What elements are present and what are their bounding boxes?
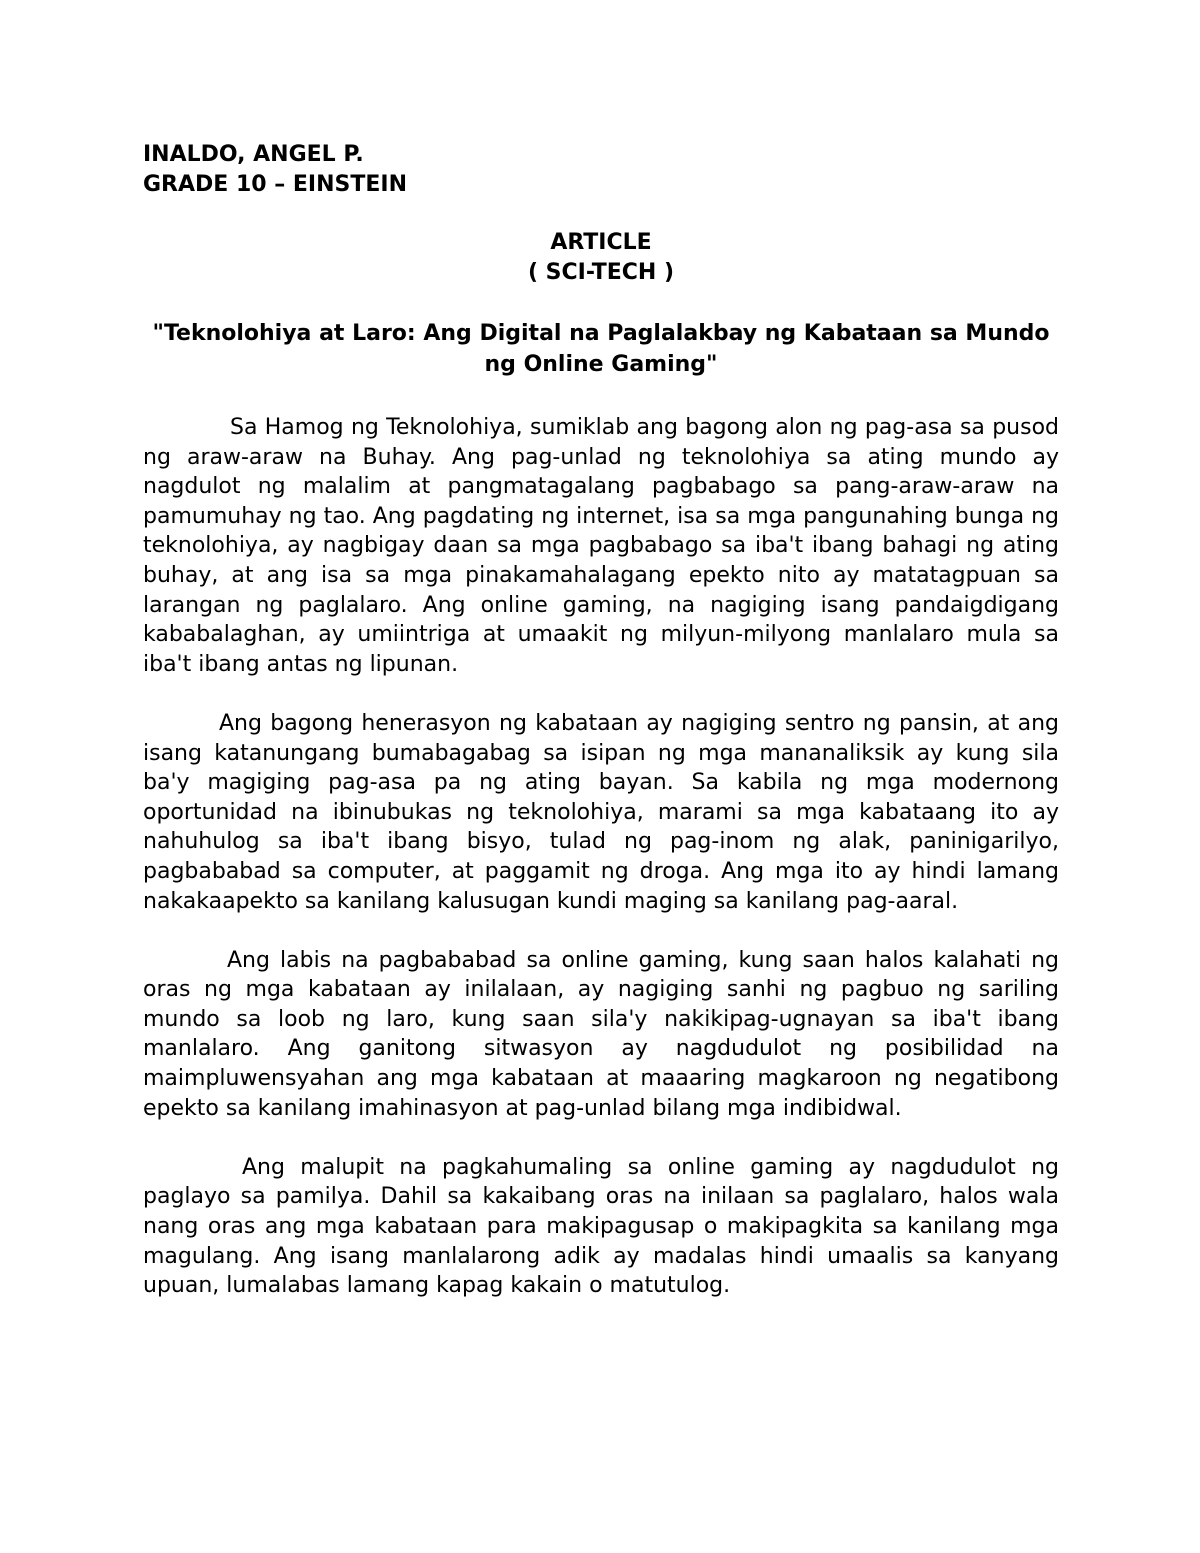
document-page bbox=[143, 140, 1059, 1301]
article-category: ( SCI-TECH ) bbox=[527, 260, 675, 285]
grade-section: GRADE 10 – EINSTEIN bbox=[143, 172, 408, 197]
article-title: "Teknolohiya at Laro: Ang Digital na Paglalakbay ng Kabataan sa Mundo ng Online Gaming" bbox=[152, 321, 1050, 377]
paragraph-4: Ang malupit na pagkahumaling sa online gaming ay nagdudulot ng paglayo sa pamilya. Dahil sa kakaibang oras na inilaan sa paglalaro, halos wala nang oras ang mga kabataan para makipagusap o makipagkita sa kanilang mga magulang. Ang isang manlalarong adik ay madalas hindi umaalis sa kanyang upuan, lumalabas lamang kapag kakain o matutulog. bbox=[143, 1154, 1059, 1299]
paragraph-1: Sa Hamog ng Teknolohiya, sumiklab ang bagong alon ng pag-asa sa pusod ng araw-araw na Buhay. Ang pag-unlad ng teknolohiya sa ating mundo ay nagdulot ng malalim at pangmatagalang pagbabago sa pang-araw-araw na pamumuhay ng tao. Ang pagdating ng internet, isa sa mga pangunahing bunga ng teknolohiya, ay nagbigay daan sa mga pagbabago sa iba't ibang bahagi ng ating buhay, at ang isa sa mga pinakamahalagang epekto nito ay matatagpuan sa larangan ng paglalaro. Ang online gaming, na nagiging isang pandaigdigang kababalaghan, ay umiintriga at umaakit ng milyun-milyong manlalaro mula sa iba't ibang antas ng lipunan. bbox=[143, 415, 1059, 677]
paragraph-3: Ang labis na pagbababad sa online gaming, kung saan halos kalahati ng oras ng mga kabataan ay inilalaan, ay nagiging sanhi ng pagbuo ng sariling mundo sa loob ng laro, kung saan sila'y nakikipag-ugnayan sa iba't ibang manlalaro. Ang ganitong sitwasyon ay nagdudulot ng posibilidad na maimpluwensyahan ang mga kabataan at maaaring magkaroon ng negatibong epekto sa kanilang imahinasyon at pag-unlad bilang mga indibidwal. bbox=[143, 947, 1059, 1121]
paragraph-2: Ang bagong henerasyon ng kabataan ay nagiging sentro ng pansin, at ang isang katanungang bumabagabag sa isipan ng mga mananaliksik ay kung sila ba'y magiging pag-asa pa ng ating bayan. Sa kabila ng mga modernong oportunidad na ibinubukas ng teknolohiya, marami sa mga kabataang ito ay nahuhulog sa iba't ibang bisyo, tulad ng pag-inom ng alak, paninigarilyo, pagbababad sa computer, at paggamit ng droga. Ang mga ito ay hindi lamang nakakaapekto sa kanilang kalusugan kundi maging sa kanilang pag-aaral. bbox=[143, 710, 1059, 914]
article-label: ARTICLE bbox=[550, 230, 652, 255]
author-name: INALDO, ANGEL P. bbox=[143, 142, 364, 167]
